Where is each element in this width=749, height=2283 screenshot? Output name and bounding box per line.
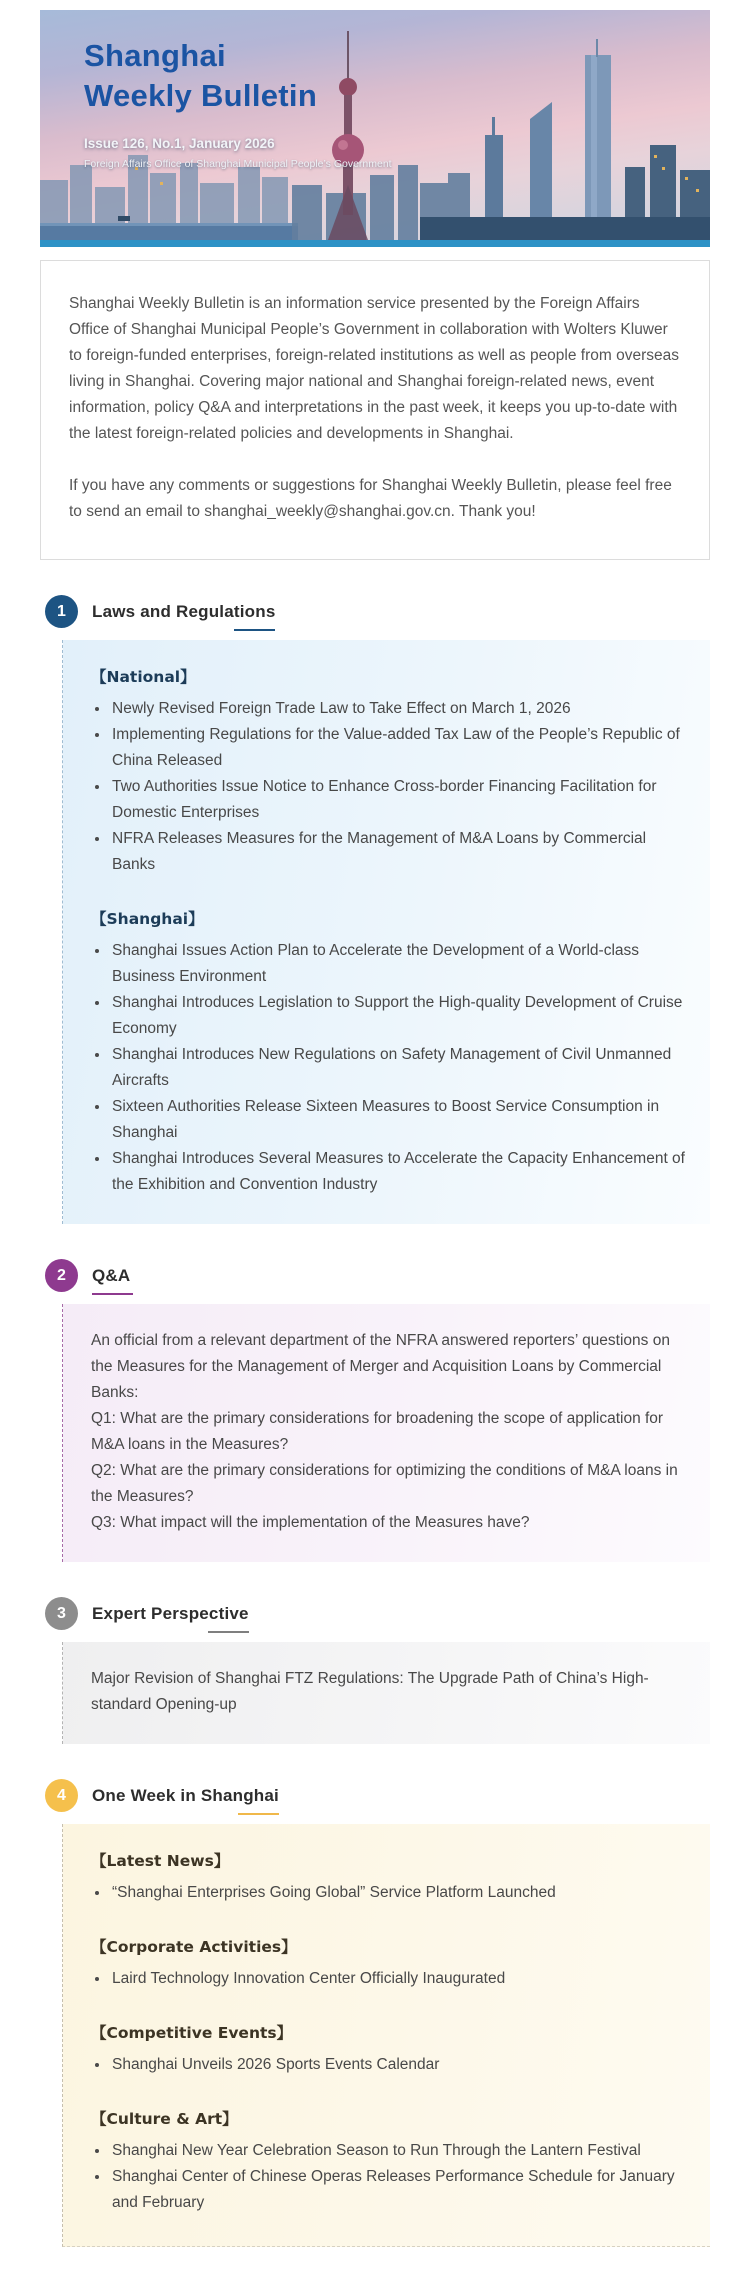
section-title-underline: [92, 1293, 133, 1295]
section-title-underline: [208, 1631, 249, 1633]
section-title-underline: [234, 629, 275, 631]
section-one-week-in-shanghai: [40, 1786, 710, 2247]
bulletin-item: • Implementing Regulations for the Value-added Tax Law of the People’s Republic of China Released: [110, 722, 690, 774]
issue-line: Issue 126, No.1, January 2026: [84, 136, 275, 151]
bulletin-item: • Shanghai Issues Action Plan to Accelerate the Development of a World-class Business Environment: [110, 938, 690, 990]
group-label: 【Latest News】: [91, 1852, 230, 1870]
section-number-badge: 1: [45, 595, 78, 628]
bulletin-item: • Two Authorities Issue Notice to Enhance Cross-border Financing Facilitation for Domestic Enterprises: [110, 774, 690, 826]
section-number-badge: 4: [45, 1779, 78, 1812]
section-title: Laws and Regulations: [92, 602, 276, 621]
bulletin-item: • Shanghai New Year Celebration Season to Run Through the Lantern Festival: [110, 2138, 690, 2164]
bulletin-item: • Shanghai Introduces Several Measures to Accelerate the Capacity Enhancement of the Exhibition and Convention Industry: [110, 1146, 690, 1198]
banner-text-block: [84, 36, 392, 170]
group-label: 【Culture & Art】: [91, 2110, 238, 2128]
section-title-wrap: [92, 1266, 133, 1295]
section-header: [40, 1266, 710, 1295]
intro-paragraph-1: Shanghai Weekly Bulletin is an information service presented by the Foreign Affairs Office of Shanghai Municipal People’s Government in collaboration with Wolters Kluwer to foreign-funded enterprises, foreign-related institutions as well as people from overseas living in Shanghai. Covering major national and Shanghai foreign-related news, event information, policy Q&A and interpretations in the past week, it keeps you up-to-date with the latest foreign-related policies and developments in Shanghai.: [69, 295, 679, 442]
section-content-box: [62, 1824, 710, 2247]
expert-paragraph: Major Revision of Shanghai FTZ Regulations: The Upgrade Path of China’s High-standard Opening-up: [91, 1670, 649, 1713]
bulletin-list: [91, 2138, 690, 2216]
bulletin-item: • Shanghai Center of Chinese Operas Releases Performance Schedule for January and February: [110, 2164, 690, 2216]
section-expert-perspective: [40, 1604, 710, 1744]
group-label: 【Competitive Events】: [91, 2024, 293, 2042]
org-line: Foreign Affairs Office of Shanghai Municipal People’s Government: [84, 158, 392, 170]
section-content-box: [62, 1642, 710, 1744]
section-title-wrap: [92, 1604, 249, 1633]
bulletin-list: [91, 2052, 690, 2078]
bulletin-item: • Shanghai Introduces Legislation to Support the High-quality Development of Cruise Economy: [110, 990, 690, 1042]
bulletin-item: • NFRA Releases Measures for the Management of M&A Loans by Commercial Banks: [110, 826, 690, 878]
section-content-box: [62, 1304, 710, 1562]
bulletin-item: • Sixteen Authorities Release Sixteen Measures to Boost Service Consumption in Shanghai: [110, 1094, 690, 1146]
section-header: [40, 1786, 710, 1815]
bulletin-item: • Shanghai Introduces New Regulations on Safety Management of Civil Unmanned Aircrafts: [110, 1042, 690, 1094]
bulletin-list: [91, 1966, 690, 1992]
intro-paragraph-2: If you have any comments or suggestions for Shanghai Weekly Bulletin, please feel free to send an email to shanghai_weekly@shanghai.gov.cn. Thank you!: [69, 477, 672, 520]
section-content-box: [62, 640, 710, 1224]
group-latest-news: [91, 1848, 690, 1906]
section-title-wrap: [92, 602, 275, 631]
group-national: [91, 664, 690, 878]
section-header: [40, 602, 710, 631]
group-shanghai: [91, 906, 690, 1198]
section-number-badge: 3: [45, 1597, 78, 1630]
group-label: 【Corporate Activities】: [91, 1938, 297, 1956]
group-label: 【National】: [91, 668, 196, 686]
qa-paragraph: Q2: What are the primary considerations for optimizing the conditions of M&A loans in the Measures?: [91, 1462, 678, 1505]
group-label: 【Shanghai】: [91, 910, 204, 928]
bulletin-item: • Newly Revised Foreign Trade Law to Take Effect on March 1, 2026: [110, 696, 690, 722]
bulletin-list: [91, 1880, 690, 1906]
group-corporate-activities: [91, 1934, 690, 1992]
group-competitive-events: [91, 2020, 690, 2078]
section-title: One Week in Shanghai: [92, 1786, 279, 1805]
intro-box: [40, 260, 710, 560]
qa-paragraph: An official from a relevant department of the NFRA answered reporters’ questions on the Measures for the Management of Merger and Acquisition Loans by Commercial Banks:: [91, 1332, 670, 1401]
bulletin-list: [91, 696, 690, 878]
bulletin-item: • Shanghai Unveils 2026 Sports Events Calendar: [110, 2052, 690, 2078]
newsletter-title-line1: Shanghai: [84, 38, 226, 73]
newsletter-title-line2: Weekly Bulletin: [84, 78, 318, 113]
section-title-underline: [238, 1813, 279, 1815]
section-title: Expert Perspective: [92, 1604, 249, 1623]
section-title: Q&A: [92, 1266, 131, 1285]
qa-paragraph: Q3: What impact will the implementation of the Measures have?: [91, 1514, 530, 1531]
bulletin-item: • Laird Technology Innovation Center Officially Inaugurated: [110, 1966, 690, 1992]
bulletin-item: • “Shanghai Enterprises Going Global” Service Platform Launched: [110, 1880, 690, 1906]
banner-accent-bar: [40, 240, 710, 247]
group-culture-art: [91, 2106, 690, 2216]
qa-paragraph: Q1: What are the primary considerations for broadening the scope of application for M&A loans in the Measures?: [91, 1410, 664, 1453]
section-header: [40, 1604, 710, 1633]
section-qa: [40, 1266, 710, 1562]
bulletin-list: [91, 938, 690, 1198]
section-title-wrap: [92, 1786, 279, 1815]
section-number-badge: 2: [45, 1259, 78, 1292]
section-laws-and-regulations: [40, 602, 710, 1224]
header-banner: [40, 10, 710, 247]
